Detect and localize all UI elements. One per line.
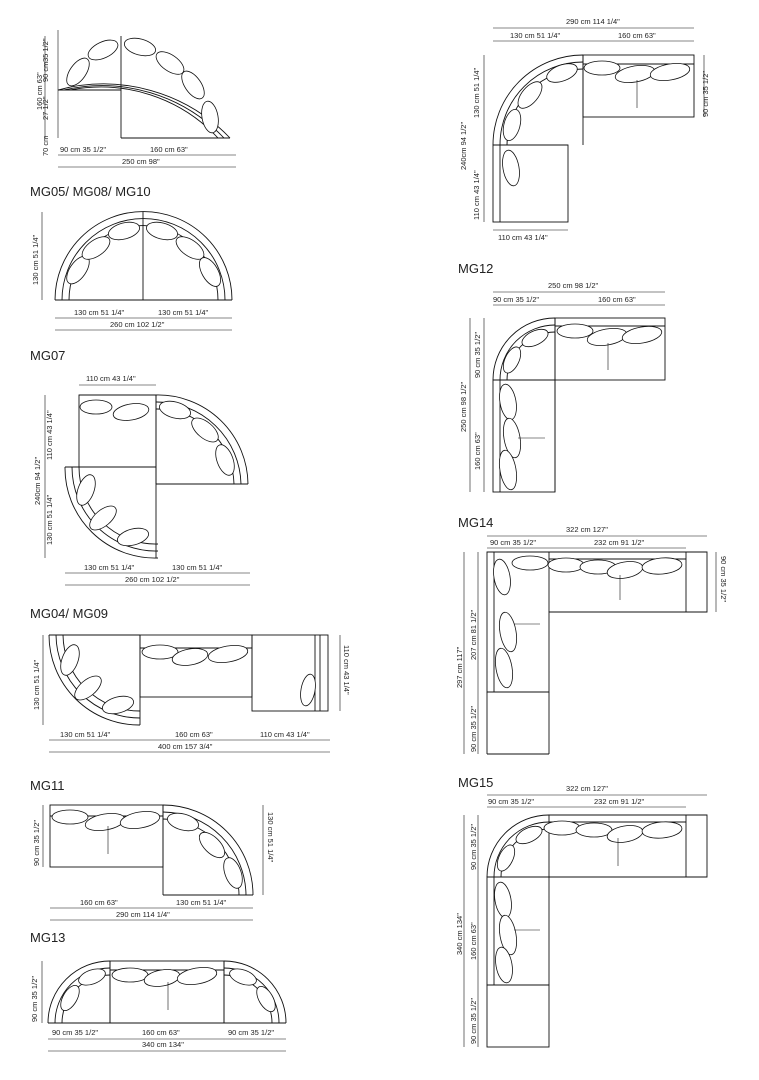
module-diagram-9 <box>455 515 728 754</box>
dim-label: 90 cm 35 1/2" <box>30 975 39 1022</box>
dim-label: 250 cm 98" <box>122 157 160 166</box>
dim-label: 160 cm 63" <box>80 898 118 907</box>
dim-label: 130 cm 51 1/4" <box>510 31 561 40</box>
dim-label: 207 cm 81 1/2" <box>469 609 478 660</box>
dim-label: 260 cm 102 1/2" <box>125 575 180 584</box>
dim-label: 130 cm 51 1/4" <box>266 812 275 863</box>
dim-label: 90 cm <box>41 61 50 82</box>
module-diagram-8 <box>458 261 665 492</box>
dim-label: 232 cm 91 1/2" <box>594 538 645 547</box>
dim-label: 130 cm 51 1/4" <box>74 308 125 317</box>
dim-label: 240cm 94 1/2" <box>459 121 468 170</box>
dim-label: 160 cm 63" <box>35 72 44 110</box>
dim-label: 90 cm 35 1/2" <box>469 997 478 1044</box>
dim-label: 90 cm 35 1/2" <box>493 295 540 304</box>
module-title: MG05/ MG08/ MG10 <box>30 184 151 199</box>
module-diagram-6 <box>30 930 286 1051</box>
module-diagram-2 <box>30 184 232 330</box>
dim-label: 130 cm 51 1/4" <box>172 563 223 572</box>
dim-label: 110 cm 43 1/4" <box>45 410 54 460</box>
dim-label: 232 cm 91 1/2" <box>594 797 645 806</box>
dim-label: 90 cm 35 1/2" <box>490 538 537 547</box>
dim-label: 322 cm 127" <box>566 525 608 534</box>
dim-label: 130 cm 51 1/4" <box>60 730 111 739</box>
dim-label: 110 cm 43 1/4" <box>472 170 481 220</box>
dim-label: 90 cm 35 1/2" <box>228 1028 275 1037</box>
dim-label: 130 cm 51 1/4" <box>176 898 227 907</box>
dim-label: 160 cm 63" <box>618 31 656 40</box>
dim-label: 260 cm 102 1/2" <box>110 320 165 329</box>
dim-label: 110 cm 43 1/4" <box>498 233 548 242</box>
dim-label: 90 cm 35 1/2" <box>469 823 478 870</box>
dim-label: 90 cm 35 1/2" <box>469 705 478 752</box>
dim-label: 250 cm 98 1/2" <box>459 381 468 432</box>
module-title: MG07 <box>30 348 66 363</box>
dim-label: 70 cm <box>41 135 50 156</box>
dim-label: 340 cm 134" <box>455 913 464 955</box>
dim-label: 160 cm 63" <box>598 295 636 304</box>
dim-label: 340 cm 134" <box>142 1040 184 1049</box>
dim-label: 130 cm 51 1/4" <box>45 494 54 545</box>
dim-label: 130 cm 51 1/4" <box>158 308 209 317</box>
module-title: MG04/ MG09 <box>30 606 109 621</box>
module-title: MG13 <box>30 930 66 945</box>
module-diagram-3 <box>30 348 250 585</box>
dim-label: 160 cm 63" <box>150 145 188 154</box>
dim-label: 130 cm 51 1/4" <box>84 563 135 572</box>
dim-label: 27 1/2" <box>41 96 50 120</box>
dim-label: 90 cm 35 1/2" <box>473 331 482 378</box>
module-diagram-4 <box>30 606 351 752</box>
dim-label: 90 cm 35 1/2" <box>701 70 710 117</box>
dim-label: 35 1/2" <box>41 38 50 62</box>
dim-label: 90 cm 35 1/2" <box>32 819 41 866</box>
module-diagram-10 <box>455 775 707 1047</box>
dim-label: 110 cm 43 1/4" <box>342 645 351 695</box>
dim-label: 90 cm 35 1/2" <box>719 556 728 603</box>
dim-label: 250 cm 98 1/2" <box>548 281 599 290</box>
module-title: MG15 <box>458 775 494 790</box>
dim-label: 90 cm 35 1/2" <box>488 797 535 806</box>
dim-label: 322 cm 127" <box>566 784 608 793</box>
module-title: MG11 <box>30 778 65 793</box>
dim-label: 110 cm 43 1/4" <box>260 730 310 739</box>
module-diagram-5 <box>30 778 275 920</box>
dim-label: 160 cm 63" <box>175 730 213 739</box>
dim-label: 297 cm 117" <box>455 646 464 688</box>
module-title: MG14 <box>458 515 494 530</box>
dim-label: 290 cm 114 1/4" <box>116 910 170 919</box>
dim-label: 240cm 94 1/2" <box>33 456 42 505</box>
dim-label: 110 cm 43 1/4" <box>86 374 136 383</box>
dim-label: 130 cm 51 1/4" <box>472 67 481 118</box>
module-diagram-1 <box>35 30 236 167</box>
dim-label: 160 cm 63" <box>469 922 478 960</box>
dim-label: 130 cm 51 1/4" <box>31 234 40 285</box>
module-diagram-7 <box>459 17 710 242</box>
dim-label: 90 cm 35 1/2" <box>60 145 107 154</box>
dim-label: 400 cm 157 3/4" <box>158 742 213 751</box>
dim-label: 290 cm 114 1/4" <box>566 17 620 26</box>
module-title: MG12 <box>458 261 494 276</box>
dim-label: 160 cm 63" <box>142 1028 180 1037</box>
dim-label: 130 cm 51 1/4" <box>32 659 41 710</box>
dim-label: 90 cm 35 1/2" <box>52 1028 99 1037</box>
dim-label: 160 cm 63" <box>473 432 482 470</box>
